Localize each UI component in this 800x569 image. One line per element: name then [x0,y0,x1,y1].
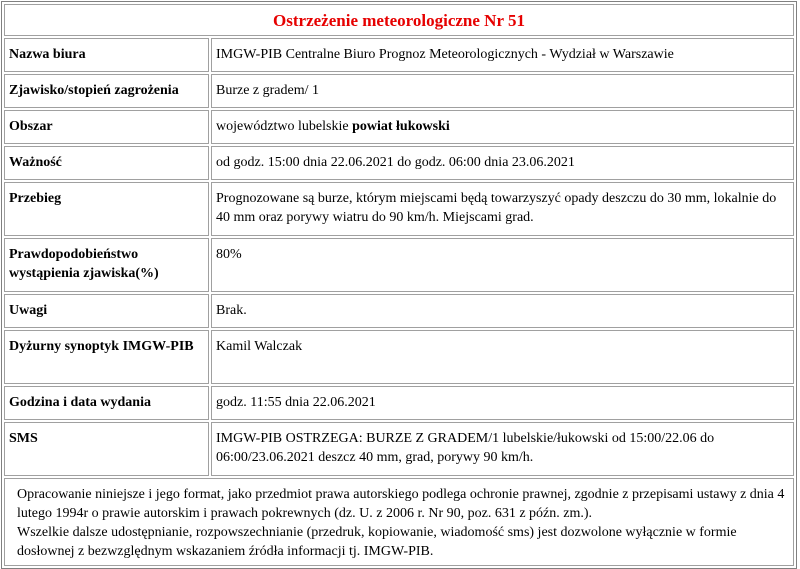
label-probability: Prawdopodobieństwo wystąpienia zjawiska(%) [4,238,209,292]
area-region: województwo lubelskie [216,119,349,134]
row-synoptic [4,330,794,384]
value-office: IMGW-PIB Centralne Biuro Prognoz Meteorologicznych - Wydział w Warszawie [211,38,794,72]
row-sms [4,422,794,476]
row-issued [4,386,794,420]
label-validity: Ważność [4,146,209,180]
row-remarks [4,294,794,328]
label-course: Przebieg [4,182,209,236]
row-course [4,182,794,236]
value-area [211,110,794,144]
label-issued: Godzina i data wydania [4,386,209,420]
label-remarks: Uwagi [4,294,209,328]
value-sms: IMGW-PIB OSTRZEGA: BURZE Z GRADEM/1 lubelskie/łukowski od 15:00/22.06 do 06:00/23.06.2021 deszcz 40 mm, grad, porywy 90 km/h. [211,422,794,476]
row-validity [4,146,794,180]
row-footer [4,478,794,566]
area-county: powiat łukowski [352,119,450,134]
footer-notice [4,478,794,566]
row-office [4,38,794,72]
row-phenomenon [4,74,794,108]
value-phenomenon: Burze z gradem/ 1 [211,74,794,108]
value-probability: 80% [211,238,794,292]
value-validity: od godz. 15:00 dnia 22.06.2021 do godz. 06:00 dnia 23.06.2021 [211,146,794,180]
warning-document [1,1,797,569]
warning-table [1,1,797,569]
footer-distribution: Wszelkie dalsze udostępnianie, rozpowszechnianie (przedruk, kopiowanie, wiadomość sms) jest dozwolone wyłącznie w formie dosłownej z bezwzględnym wskazaniem źródła informacji tj. IMGW-PIB. [17,525,737,559]
value-course: Prognozowane są burze, którym miejscami będą towarzyszyć opady deszczu do 30 mm, lokalnie do 40 mm oraz porywy wiatru do 90 km/h. Miejscami grad. [211,182,794,236]
warning-title: Ostrzeżenie meteorologiczne Nr 51 [4,4,794,36]
value-issued: godz. 11:55 dnia 22.06.2021 [211,386,794,420]
label-phenomenon: Zjawisko/stopień zagrożenia [4,74,209,108]
label-office: Nazwa biura [4,38,209,72]
footer-copyright: Opracowanie niniejsze i jego format, jako przedmiot prawa autorskiego podlega ochronie prawnej, zgodnie z przepisami ustawy z dnia 4 lutego 1994r o prawie autorskim i prawach pokrewnych (dz. U. z 2006 r. Nr 90, poz. 631 z późn. zm.). [17,487,785,521]
value-remarks: Brak. [211,294,794,328]
value-synoptic: Kamil Walczak [211,330,794,384]
label-sms: SMS [4,422,209,476]
label-area: Obszar [4,110,209,144]
row-area [4,110,794,144]
label-synoptic: Dyżurny synoptyk IMGW-PIB [4,330,209,384]
row-probability [4,238,794,292]
